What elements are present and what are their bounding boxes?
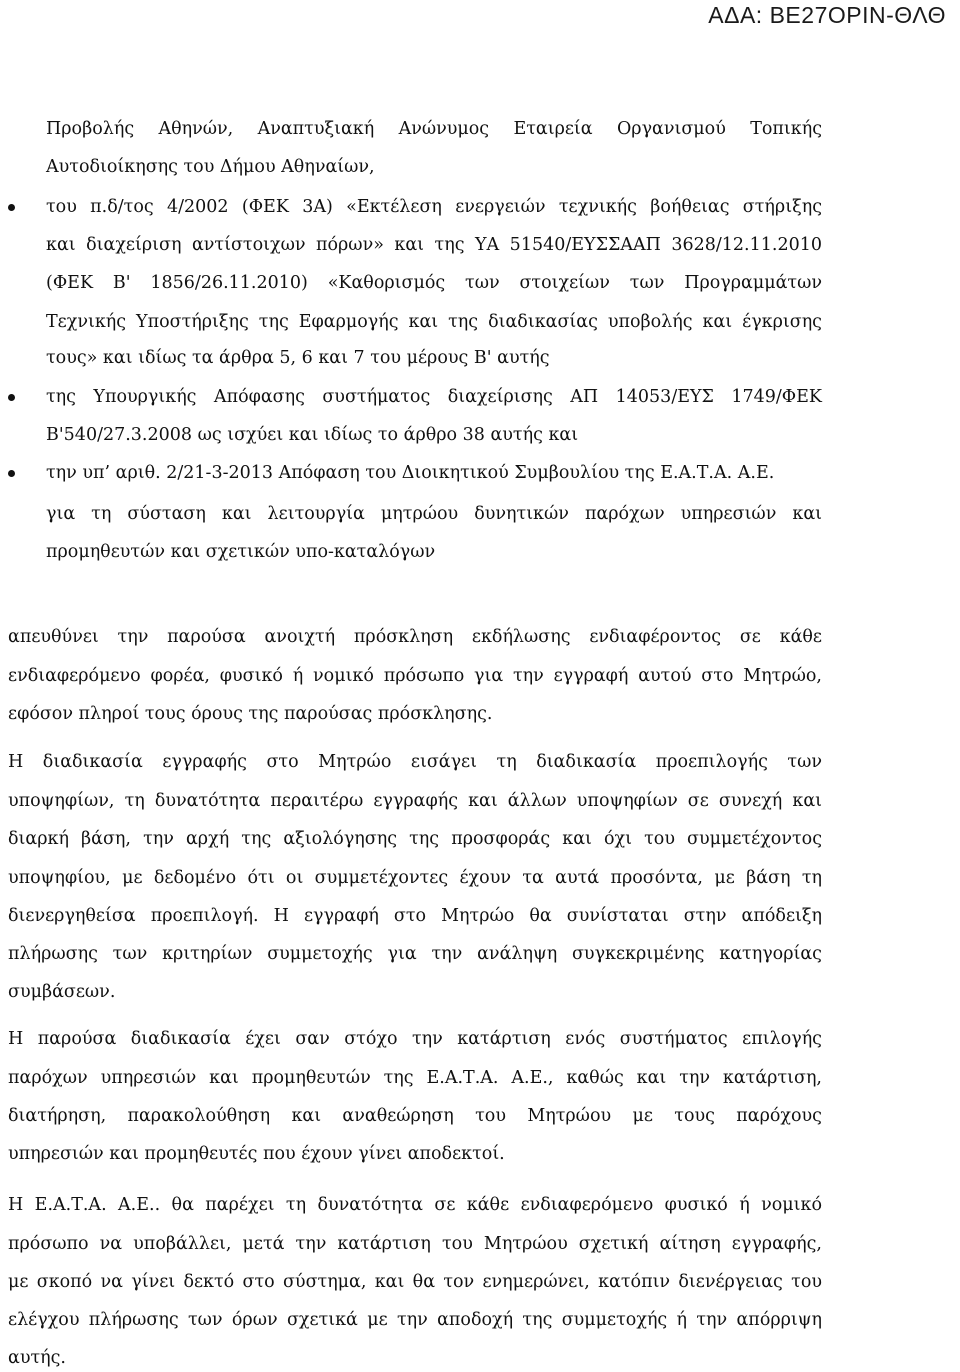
bullet-icon: [8, 470, 15, 477]
intro-line: Αυτοδιοίκησης του Δήμου Αθηναίων,: [46, 157, 375, 177]
paragraph-line: Η Ε.Α.Τ.Α. Α.Ε.. θα παρέχει τη δυνατότητα σε κάθε ενδιαφερόμενο φυσικό ή νομικό: [8, 1195, 822, 1215]
bullet-item-line: για τη σύσταση και λειτουργία μητρώου δυνητικών παρόχων υπηρεσιών και: [46, 504, 822, 524]
paragraph-line: ελέγχου πλήρωσης των όρων σχετικά με την αποδοχή της συμμετοχής ή την απόρριψη: [8, 1310, 822, 1330]
bullet-item-line: (ΦΕΚ Β' 1856/26.11.2010) «Καθορισμός των στοιχείων των Προγραμμάτων: [46, 273, 822, 293]
paragraph-line: ενδιαφερόμενο φορέα, φυσικό ή νομικό πρόσωπο για την εγγραφή αυτού στο Μητρώο,: [8, 666, 822, 686]
paragraph-line: Η διαδικασία εγγραφής στο Μητρώο εισάγει τη διαδικασία προεπιλογής των: [8, 752, 822, 772]
paragraph-line: διενεργηθείσα προεπιλογή. Η εγγραφή στο Μητρώο θα συνίσταται στην απόδειξη: [8, 906, 822, 926]
bullet-item-line: τους» και ιδίως τα άρθρα 5, 6 και 7 του μέρους Β' αυτής: [46, 348, 550, 368]
bullet-item-line: την υπ’ αριθ. 2/21-3-2013 Απόφαση του Διοικητικού Συμβουλίου της Ε.Α.Τ.Α. Α.Ε.: [46, 463, 775, 483]
paragraph-line: πλήρωσης των κριτηρίων συμμετοχής για την ανάληψη συγκεκριμένης κατηγορίας: [8, 944, 822, 964]
paragraph-line: εφόσον πληροί τους όρους της παρούσας πρόσκλησης.: [8, 704, 493, 724]
intro-line: Προβολής Αθηνών, Αναπτυξιακή Ανώνυμος Εταιρεία Οργανισμού Τοπικής: [46, 119, 822, 139]
paragraph-line: υπηρεσιών και προμηθευτές που έχουν γίνει αποδεκτοί.: [8, 1144, 505, 1164]
bullet-item-line: της Υπουργικής Απόφασης συστήματος διαχείρισης ΑΠ 14053/ΕΥΣ 1749/ΦΕΚ: [46, 387, 822, 407]
paragraph-line: συμβάσεων.: [8, 982, 116, 1002]
paragraph-line: Η παρούσα διαδικασία έχει σαν στόχο την κατάρτιση ενός συστήματος επιλογής: [8, 1029, 822, 1049]
paragraph-line: παρόχων υπηρεσιών και προμηθευτών της Ε.Α.Τ.Α. Α.Ε., καθώς και την κατάρτιση,: [8, 1068, 822, 1088]
paragraph-line: με σκοπό να γίνει δεκτό στο σύστημα, και θα τον ενημερώνει, κατόπιν διενέργειας του: [8, 1272, 822, 1292]
bullet-item-line: του π.δ/τος 4/2002 (ΦΕΚ 3Α) «Εκτέλεση ενεργειών τεχνικής βοήθειας στήριξης: [46, 197, 822, 217]
paragraph-line: υποψηφίου, με δεδομένο ότι οι συμμετέχοντες έχουν τα αυτά προσόντα, με βάση τη: [8, 868, 822, 888]
bullet-item-line: Τεχνικής Υποστήριξης της Εφαρμογής και της διαδικασίας υποβολής και έγκρισης: [46, 312, 822, 332]
paragraph-line: απευθύνει την παρούσα ανοιχτή πρόσκληση εκδήλωσης ενδιαφέροντος σε κάθε: [8, 627, 822, 647]
bullet-icon: [8, 394, 15, 401]
paragraph-line: υποψηφίων, τη δυνατότητα περαιτέρω εγγραφής και άλλων υποψηφίων σε συνεχή και: [8, 791, 822, 811]
bullet-item-line: και διαχείριση αντίστοιχων πόρων» και της ΥΑ 51540/ΕΥΣΣΑΑΠ 3628/12.11.2010: [46, 235, 822, 255]
paragraph-line: αυτής.: [8, 1348, 66, 1368]
bullet-icon: [8, 204, 15, 211]
paragraph-line: διαρκή βάση, την αρχή της αξιολόγησης της προσφοράς και όχι του συμμετέχοντος: [8, 829, 822, 849]
paragraph-line: πρόσωπο να υποβάλλει, μετά την κατάρτιση του Μητρώου σχετική αίτηση εγγραφής,: [8, 1234, 822, 1254]
bullet-item-line: προμηθευτών και σχετικών υπο-καταλόγων: [46, 542, 436, 562]
paragraph-line: διατήρηση, παρακολούθηση και αναθεώρηση του Μητρώου με τους παρόχους: [8, 1106, 822, 1126]
ada-document-code: ΑΔΑ: ΒΕ27ΟΡΙΝ-ΘΛΘ: [708, 2, 946, 28]
bullet-item-line: Β'540/27.3.2008 ως ισχύει και ιδίως το άρθρο 38 αυτής και: [46, 425, 579, 445]
